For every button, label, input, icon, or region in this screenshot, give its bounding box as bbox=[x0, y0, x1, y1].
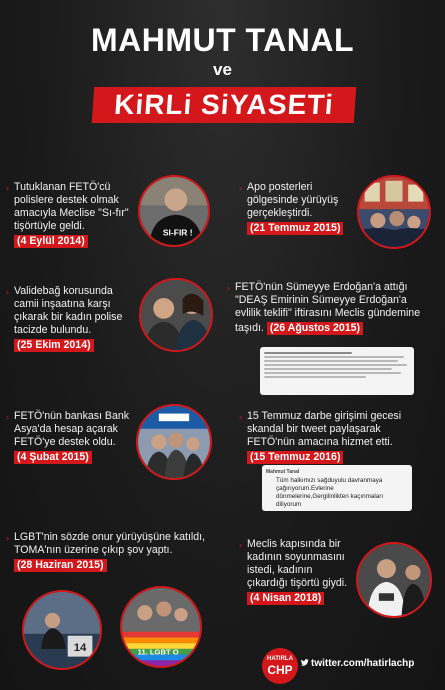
entry-date: (21 Temmuz 2015) bbox=[247, 222, 343, 235]
entry-text: Meclis kapısında bir kadının soyunmasını istedi, kadının çıkardığı tişörtü giydi. bbox=[247, 538, 348, 589]
photo-toma bbox=[22, 590, 102, 670]
photo-sifir-shirt bbox=[138, 175, 210, 247]
list-item bbox=[6, 410, 134, 464]
entry-date: (4 Nisan 2018) bbox=[247, 592, 324, 605]
toma-number: 14 bbox=[73, 641, 87, 654]
tweet-screenshot-1 bbox=[260, 347, 414, 395]
entry-text: Validebağ korusunda camii inşaatına karşı çıkarak bir kadın polise tacizde bulundu. bbox=[14, 285, 123, 336]
entry-text: 15 Temmuz darbe girişimi gecesi skandal bir tweet paylaşarak FETÖ'nün amacına hizmet etti. bbox=[247, 410, 402, 448]
entry-date: (28 Haziran 2015) bbox=[14, 559, 107, 572]
list-item bbox=[239, 181, 355, 235]
entry-date: (25 Ekim 2014) bbox=[14, 339, 94, 352]
entry-date: (26 Ağustos 2015) bbox=[267, 322, 363, 335]
entry-date: (4 Şubat 2015) bbox=[14, 451, 92, 464]
entry-text: FETÖ'nün bankası Bank Asya'da hesap açarak FETÖ'ye destek oldu. bbox=[14, 410, 130, 448]
shirt-text: SI-FIR ! bbox=[162, 227, 193, 238]
list-item bbox=[6, 181, 136, 248]
twitter-icon bbox=[300, 658, 309, 667]
twitter-link[interactable] bbox=[300, 658, 414, 669]
photo-bank-asya bbox=[136, 404, 212, 480]
bullet-icon: › bbox=[239, 183, 242, 193]
page-title: MAHMUT TANAL bbox=[90, 22, 355, 58]
list-item bbox=[6, 285, 136, 352]
list-item bbox=[239, 410, 431, 464]
twitter-link-text: twitter.com/hatirlachp bbox=[311, 658, 415, 669]
photo-validebag-park bbox=[139, 278, 213, 352]
photo-lgbt-march bbox=[120, 586, 202, 668]
entry-text: Apo posterleri gölgesinde yürüyüş gerçekleştirdi. bbox=[247, 181, 339, 219]
tweet-author: Mahmut Tanal bbox=[266, 469, 300, 475]
logo-top-text: HATIRLA bbox=[267, 656, 293, 662]
bullet-icon: › bbox=[227, 283, 230, 293]
photo-tshirt bbox=[356, 542, 432, 618]
list-item bbox=[239, 538, 351, 605]
photo-apo-posters bbox=[357, 175, 431, 249]
bullet-icon: › bbox=[239, 412, 242, 422]
bullet-icon: › bbox=[6, 533, 9, 543]
hatirla-chp-logo bbox=[262, 648, 298, 684]
entry-date: (4 Eylül 2014) bbox=[14, 235, 88, 248]
tweet-text: Tüm halkımızı sağduyulu davranmaya çağırıyorum.Evlerine dönmelerine,Gergilinlikten kaçınmaları diliyorum bbox=[276, 477, 384, 508]
title-banner: KiRLi SiYASETi bbox=[92, 87, 357, 123]
entry-date: (15 Temmuz 2016) bbox=[247, 451, 343, 464]
bullet-icon: › bbox=[6, 287, 9, 297]
entry-text: FETÖ'nün Sümeyye Erdoğan'a attığı "DEAŞ Emirinin Sümeyye Erdoğan'a evlilik teklifi" iftirasını Meclis gündemine taşıdı. bbox=[235, 281, 421, 334]
bullet-icon: › bbox=[6, 183, 9, 193]
list-item bbox=[6, 531, 214, 572]
lgbt-banner-text: 11. LGBT O bbox=[137, 647, 179, 657]
entry-text: LGBT'nin sözde onur yürüyüşüne katıldı, TOMA'nın üzerine çıkıp şov yaptı. bbox=[14, 531, 206, 556]
entry-text: Tutuklanan FETÖ'cü polislere destek olmak amacıyla Meclise "Sı-fır" tişörtüyle geldi. bbox=[14, 181, 129, 232]
list-item bbox=[227, 281, 431, 335]
bullet-icon: › bbox=[6, 412, 9, 422]
bullet-icon: › bbox=[239, 540, 242, 550]
title-conjunction: ve bbox=[213, 60, 232, 79]
tweet-screenshot-2 bbox=[262, 465, 412, 511]
logo-bottom-text: CHP bbox=[267, 663, 293, 677]
header bbox=[0, 0, 445, 140]
